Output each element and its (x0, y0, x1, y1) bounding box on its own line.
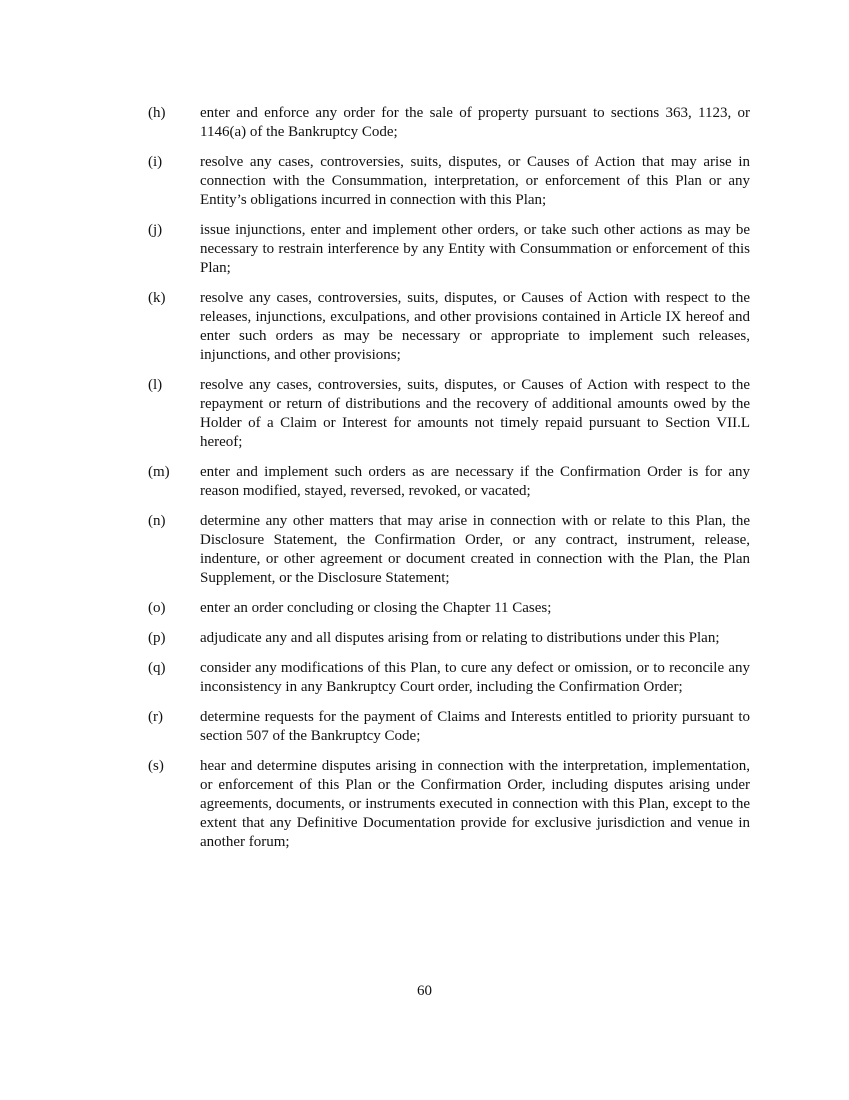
item-label: (h) (148, 105, 166, 121)
item-label: (k) (148, 290, 166, 306)
item-text: consider any modifications of this Plan, to cure any defect or omission, or to reconcile any inconsistency in any Bankruptcy Court order, including the Confirmation Order; (200, 660, 750, 695)
provision-item-i (148, 153, 750, 210)
item-label: (n) (148, 513, 166, 529)
provision-item-s (148, 757, 750, 852)
provision-item-k (148, 289, 750, 365)
item-label: (o) (148, 600, 166, 616)
item-label: (m) (148, 464, 170, 480)
item-text: determine any other matters that may arise in connection with or relate to this Plan, the Disclosure Statement, the Confirmation Order, or any contract, instrument, release, indenture, or other agreement or document created in connection with the Plan, the Plan Supplement, or the Disclosure Statement; (200, 513, 750, 586)
item-text: resolve any cases, controversies, suits, disputes, or Causes of Action with respect to the repayment or return of distributions and the recovery of additional amounts owed by the Holder of a Claim or Interest for amounts not timely repaid pursuant to Section VII.L hereof; (200, 377, 750, 450)
provision-item-m (148, 463, 750, 501)
item-label: (p) (148, 630, 166, 646)
item-label: (q) (148, 660, 166, 676)
item-label: (j) (148, 222, 163, 238)
provision-list (148, 104, 750, 863)
provision-item-p (148, 629, 750, 648)
item-text: resolve any cases, controversies, suits, disputes, or Causes of Action with respect to the releases, injunctions, exculpations, and other provisions contained in Article IX hereof and enter such orders as may be necessary or appropriate to implement such releases, injunctions, and other provisions; (200, 290, 750, 363)
item-text: enter and enforce any order for the sale of property pursuant to sections 363, 1123, or 1146(a) of the Bankruptcy Code; (200, 105, 750, 140)
item-text: determine requests for the payment of Claims and Interests entitled to priority pursuant to section 507 of the Bankruptcy Code; (200, 709, 750, 744)
item-text: hear and determine disputes arising in connection with the interpretation, implementation, or enforcement of this Plan or the Confirmation Order, including disputes arising under agreements, documents, or instruments executed in connection with this Plan, except to the extent that any Definitive Documentation provide for exclusive jurisdiction and venue in another forum; (200, 758, 750, 850)
item-text: resolve any cases, controversies, suits, disputes, or Causes of Action that may arise in connection with the Consummation, interpretation, or enforcement of this Plan or any Entity’s obligations incurred in connection with this Plan; (200, 154, 750, 208)
item-text: issue injunctions, enter and implement other orders, or take such other actions as may be necessary to restrain interference by any Entity with Consummation or enforcement of this Plan; (200, 222, 750, 276)
item-text: enter an order concluding or closing the Chapter 11 Cases; (200, 600, 552, 616)
provision-item-l (148, 376, 750, 452)
item-label: (i) (148, 154, 163, 170)
provision-item-n (148, 512, 750, 588)
provision-item-h (148, 104, 750, 142)
item-label: (s) (148, 758, 164, 774)
provision-item-o (148, 599, 750, 618)
provision-item-j (148, 221, 750, 278)
item-text: enter and implement such orders as are necessary if the Confirmation Order is for any reason modified, stayed, reversed, revoked, or vacated; (200, 464, 750, 499)
item-label: (r) (148, 709, 163, 725)
provision-item-q (148, 659, 750, 697)
item-text: adjudicate any and all disputes arising from or relating to distributions under this Plan; (200, 630, 720, 646)
item-label: (l) (148, 377, 163, 393)
provision-item-r (148, 708, 750, 746)
page-number: 60 (417, 983, 432, 999)
